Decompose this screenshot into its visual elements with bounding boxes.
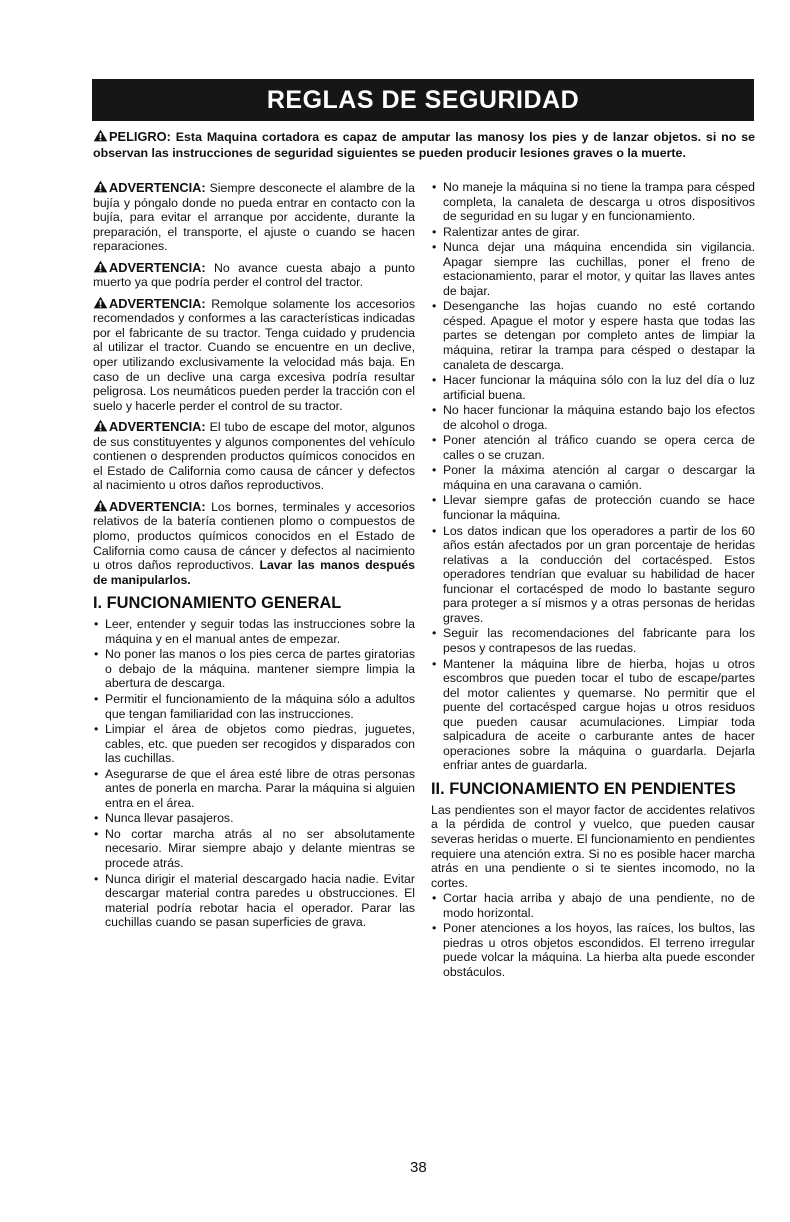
warning-bold-tail: Lavar las manos después de manipularlos.	[93, 558, 415, 587]
warning-text: Siempre desconecte el alambre de la bujía y póngalo donde no pueda entrar en contacto con la bujía, para evitar el arranque por accidente, durante la preparación, el transporte, el ajuste o cuando se hacen reparaciones.	[93, 181, 416, 254]
warning-paragraph	[93, 419, 415, 493]
warning-keyword: ADVERTENCIA:	[109, 419, 206, 435]
list-item: • Los datos indican que los operadores a partir de los 60 años están afectados por un gran porcentaje de heridas relativas a la conducción del cortacésped. Estos operadores tendrían que evaluar su habilidad de hacer funcionar el cortacésped de modo lo bastante seguro para proteger a sí mismos y a otras personas de heridas graves.	[431, 524, 755, 626]
slopes-list	[431, 891, 755, 979]
list-item: • No maneje la máquina si no tiene la trampa para césped completa, la canaleta de descarga u otros dispositivos de seguridad en su lugar y en funcionamiento.	[431, 180, 755, 224]
list-item: • Nunca llevar pasajeros.	[93, 811, 415, 826]
list-item: • Desenganche las hojas cuando no esté cortando césped. Apague el motor y espere hasta que todas las partes se detengan por completo antes de limpiar la máquina, retirar la trampa para césped o destapar la canaleta de descarga.	[431, 299, 755, 372]
list-item: • Permitir el funcionamiento de la máquina sólo a adultos que tengan familiaridad con las instrucciones.	[93, 692, 415, 721]
warning-text: El tubo de escape del motor, algunos de sus constituyentes y algunos componentes del vehículo contienen o desprenden productos químicos conocidos en el Estado de California como causa de cáncer y defectos al nacimiento u otros daños reproductivos.	[93, 420, 415, 493]
list-item: • Asegurarse de que el área esté libre de otras personas antes de ponerla en marcha. Parar la máquina si alguien entra en el área.	[93, 767, 415, 811]
warning-triangle-icon	[93, 180, 108, 193]
warning-paragraph	[93, 260, 415, 290]
section-heading-slopes: II. FUNCIONAMIENTO EN PENDIENTES	[431, 779, 736, 798]
warning-triangle-icon	[93, 260, 108, 273]
warning-text: No avance cuesta abajo a punto muerto ya que podría perder el control del tractor.	[93, 260, 416, 290]
list-item: • Ralentizar antes de girar.	[431, 225, 755, 240]
list-item: • No hacer funcionar la máquina estando bajo los efectos de alcohol o droga.	[431, 403, 755, 432]
list-item: • Seguir las recomendaciones del fabricante para los pesos y contrapesos de las ruedas.	[431, 626, 755, 655]
danger-text: Esta Maquina cortadora es capaz de amputar las manosy los pies y de lanzar objetos. si no se observan las instrucciones de seguridad siguientes se pueden producir lesiones graves o la muerte.	[93, 130, 755, 160]
danger-keyword: PELIGRO:	[109, 129, 171, 144]
list-item: • Llevar siempre gafas de protección cuando se hace funcionar la máquina.	[431, 493, 755, 522]
warning-keyword: ADVERTENCIA:	[109, 180, 206, 195]
title-banner	[92, 79, 754, 121]
list-item: • No poner las manos o los pies cerca de partes giratorias o debajo de la máquina. mantener siempre limpia la abertura de descarga.	[93, 647, 415, 691]
warning-keyword: ADVERTENCIA:	[109, 295, 206, 311]
warning-paragraph	[93, 499, 415, 587]
list-item: • No cortar marcha atrás al no ser absolutamente necesario. Mirar siempre abajo y delante mientras se procede atrás.	[93, 827, 415, 871]
warning-text: Los bornes, terminales y accesorios relativos de la batería contienen plomo o compuestos de plomo, productos químicos conocidos en el Estado de California como causa de cáncer y defectos al nacimiento u otros daños reproductivos.	[93, 499, 416, 573]
warning-text: Remolque solamente los accesorios recomendados y conformes a las características indicadas por el fabricante de su tractor. Tenga cuidado y prudencia al utilizar el tractor. Cuando se encuentre en un declive, oper utilizando exclusivamente la velocidad más baja. En caso de un declive una carga excesiva podría resultar peligrosa. Los neumáticos pueden perder la tracción con el suelo y hacerle perder el control de su tractor.	[93, 296, 416, 413]
page-title: REGLAS DE SEGURIDAD	[266, 85, 580, 114]
warning-keyword: ADVERTENCIA:	[109, 259, 206, 275]
page-number: 38	[410, 1159, 427, 1176]
list-item: • Cortar hacia arriba y abajo de una pendiente, no de modo horizontal.	[431, 891, 755, 920]
warning-triangle-icon	[93, 129, 108, 142]
general-operation-list-continued	[431, 180, 755, 773]
list-item: • Hacer funcionar la máquina sólo con la luz del día o luz artificial buena.	[431, 373, 755, 402]
slopes-intro: Las pendientes son el mayor factor de accidentes relativos a la pérdida de control y vuelco, que pueden causar severas heridas o muerte. El funcionamiento en pendientes requiere una atención extra. Si no es posible hacer marcha atrás en una pendiente o si te sientes incomodo, no la cortes.	[431, 802, 756, 890]
list-item: • Poner atenciones a los hoyos, las raíces, los bultos, las piedras u otros objetos escondidos. El terreno irregular puede volcar la máquina. La hierba alta puede esconder obstáculos.	[431, 921, 755, 979]
left-column	[93, 180, 415, 931]
list-item: • Leer, entender y seguir todas las instrucciones sobre la máquina y en el manual antes de empezar.	[93, 617, 415, 646]
list-item: • Mantener la máquina libre de hierba, hojas u otros escombros que pueden tocar el tubo de escape/partes del motor calientes y quemarse. No permitir que el puente del cortacésped cargue hojas u otros residuos que pueden causar acumulaciones. Limpiar toda salpicadura de aceite o carburante antes de hacer operaciones sobre la máquina o guardarla. Dejarla enfriar antes de guardarla.	[431, 657, 755, 773]
danger-notice	[93, 129, 755, 161]
right-column	[431, 180, 755, 980]
section-heading-general: I. FUNCIONAMIENTO GENERAL	[93, 594, 342, 613]
warning-keyword: ADVERTENCIA:	[109, 498, 206, 514]
list-item: • Nunca dejar una máquina encendida sin vigilancia. Apagar siempre las cuchillas, poner el freno de estacionamiento, parar el motor, y quitar las llaves antes de bajar.	[431, 240, 755, 298]
list-item: • Limpiar el área de objetos como piedras, juguetes, cables, etc. que pueden ser recogidos y disparados con las cuchillas.	[93, 722, 415, 766]
list-item: • Poner atención al tráfico cuando se opera cerca de calles o se cruzan.	[431, 433, 755, 462]
warning-triangle-icon	[93, 419, 108, 432]
list-item: • Nunca dirigir el material descargado hacia nadie. Evitar descargar material contra paredes u obstrucciones. El material podría rebotar hacia el operador. Parar las cuchillas cuando se pasan superficies de grava.	[93, 872, 415, 930]
warning-triangle-icon	[93, 499, 108, 512]
general-operation-list	[93, 617, 415, 929]
warning-paragraph	[93, 180, 415, 254]
warning-paragraph	[93, 296, 415, 413]
warning-triangle-icon	[93, 296, 108, 309]
list-item: • Poner la máxima atención al cargar o descargar la máquina en una caravana o camión.	[431, 463, 755, 492]
